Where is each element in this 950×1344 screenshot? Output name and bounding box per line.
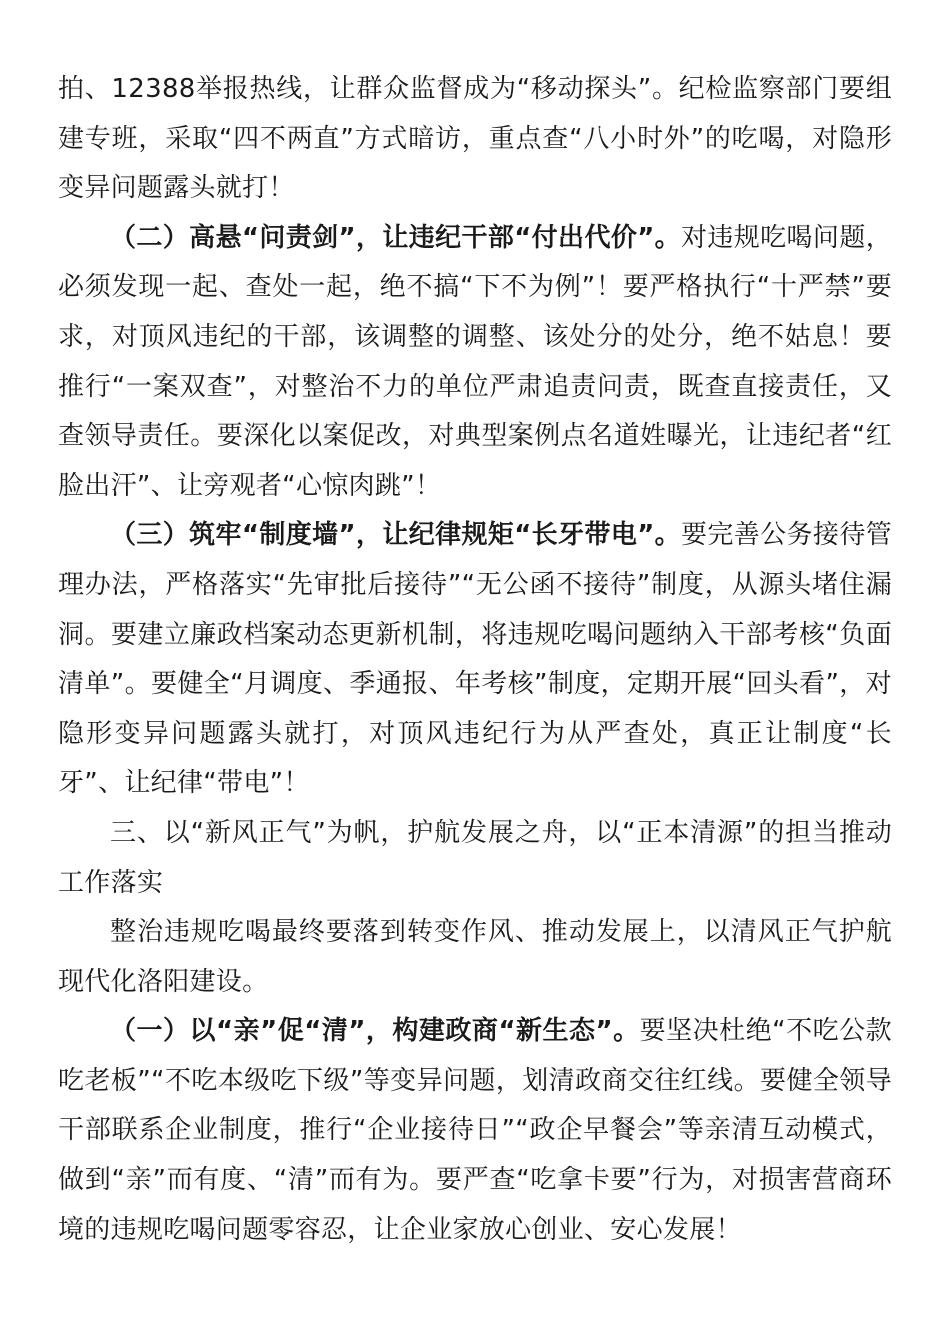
paragraph-text: 要完善公务接待管理办法，严格落实“先审批后接待”“无公函不接待”制度，从源头堵住漏洞。要建立廉政档案动态更新机制，将违规吃喝问题纳入干部考核“负面清单”。要健全“月调度、季通报、年考核”制度，定期开展“回头看”，对隐形变异问题露头就打，对顶风违纪行为从严查处，真正让制度“长牙”、让纪律“带电”！ <box>58 520 892 799</box>
chapter-heading-text: 三、以“新风正气”为帆，护航发展之舟，以“正本清源”的担当推动工作落实 <box>58 817 892 898</box>
section-heading: （一）以“亲”促“清”，构建政商“新生态”。 <box>110 1016 640 1047</box>
paragraph-business-ecology <box>58 1007 892 1255</box>
paragraph-intro <box>58 908 892 1007</box>
section-heading: （二）高悬“问责剑”，让违纪干部“付出代价”。 <box>110 222 682 253</box>
paragraph-text: 整治违规吃喝最终要落到转变作风、推动发展上，以清风正气护航现代化洛阳建设。 <box>58 917 892 997</box>
chapter-heading-three <box>58 809 892 908</box>
paragraph-text: 拍、12388举报热线，让群众监督成为“移动探头”。纪检监察部门要组建专班，采取“四不两直”方式暗访，重点查“八小时外”的吃喝，对隐形变异问题露头就打！ <box>58 74 892 204</box>
document-body <box>58 65 892 1255</box>
section-heading: （三）筑牢“制度墙”，让纪律规矩“长牙带电”。 <box>110 520 682 551</box>
paragraph-accountability <box>58 214 892 512</box>
paragraph-text: 对违规吃喝问题，必须发现一起、查处一起，绝不搞“下不为例”！要严格执行“十严禁”要求，对顶风违纪的干部，该调整的调整、该处分的处分，绝不姑息！要推行“一案双查”，对整治不力的单位严肃追责问责，既查直接责任，又查领导责任。要深化以案促改，对典型案例点名道姓曝光，让违纪者“红脸出汗”、让旁观者“心惊肉跳”！ <box>58 222 892 501</box>
paragraph-continuation <box>58 65 892 214</box>
paragraph-system-wall <box>58 511 892 809</box>
paragraph-text: 要坚决杜绝“不吃公款吃老板”“不吃本级吃下级”等变异问题，划清政商交往红线。要健全领导干部联系企业制度，推行“企业接待日”“政企早餐会”等亲清互动模式，做到“亲”而有度、“清”而有为。要严查“吃拿卡要”行为，对损害营商环境的违规吃喝问题零容忍，让企业家放心创业、安心发展！ <box>58 1016 892 1245</box>
